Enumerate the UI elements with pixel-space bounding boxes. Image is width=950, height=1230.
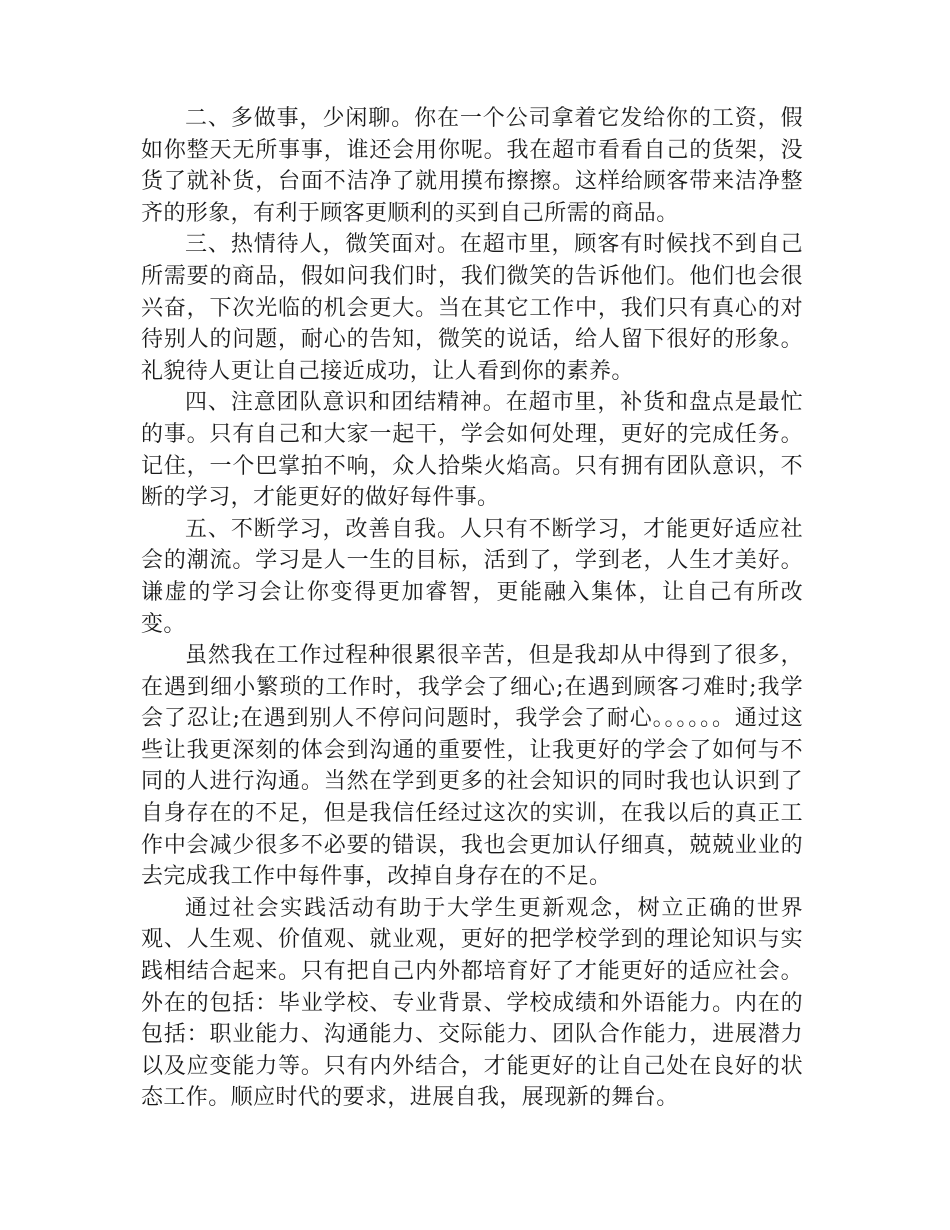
- paragraph-work-diligently: 二、多做事，少闲聊。你在一个公司拿着它发给你的工资，假如你整天无所事事，谁还会用你呢。我在超市看看自己的货架，没货了就补货，台面不洁净了就用摸布擦擦。这样给顾客带来洁净整齐的形象，有利于顾客更顺利的买到自己所需的商品。: [141, 106, 803, 226]
- paragraph-teamwork: 四、注意团队意识和团结精神。在超市里，补货和盘点是最忙的事。只有自己和大家一起干，学会如何处理，更好的完成任务。记住，一个巴掌拍不响，众人拾柴火焰高。只有拥有团队意识，不断的学习，才能更好的做好每件事。: [141, 390, 803, 511]
- paragraph-reflection: 虽然我在工作过程种很累很辛苦，但是我却从中得到了很多，在遇到细小繁琐的工作时，我学会了细心;在遇到顾客刁难时;我学会了忍让;在遇到别人不停问问题时，我学会了耐心。。。。。。通过这些让我更深刻的体会到沟通的重要性，让我更好的学会了如何与不同的人进行沟通。当然在学到更多的社会知识的同时我也认识到了自身存在的不足，但是我信任经过这次的实训，在我以后的真正工作中会减少很多不必要的错误，我也会更加认仔细真，兢兢业业的去完成我工作中每件事，改掉自身存在的不足。: [141, 643, 803, 890]
- paragraph-warm-service: 三、热情待人，微笑面对。在超市里，顾客有时候找不到自己所需要的商品，假如问我们时，我们微笑的告诉他们。他们也会很兴奋，下次光临的机会更大。当在其它工作中，我们只有真心的对待别人的问题，耐心的告知，微笑的说话，给人留下很好的形象。礼貌待人更让自己接近成功，让人看到你的素养。: [141, 232, 803, 384]
- document-body: [141, 103, 803, 1114]
- paragraph-keep-learning: 五、不断学习，改善自我。人只有不断学习，才能更好适应社会的潮流。学习是人一生的目标，活到了，学到老，人生才美好。谦虚的学习会让你变得更加睿智，更能融入集体，让自己有所改变。: [141, 516, 803, 637]
- paragraph-conclusion: 通过社会实践活动有助于大学生更新观念，树立正确的世界观、人生观、价值观、就业观，更好的把学校学到的理论知识与实践相结合起来。只有把自己内外都培育好了才能更好的适应社会。外在的包括：毕业学校、专业背景、学校成绩和外语能力。内在的包括：职业能力、沟通能力、交际能力、团队合作能力，进展潜力以及应变能力等。只有内外结合，才能更好的让自己处在良好的状态工作。顺应时代的要求，进展自我，展现新的舞台。: [141, 895, 803, 1111]
